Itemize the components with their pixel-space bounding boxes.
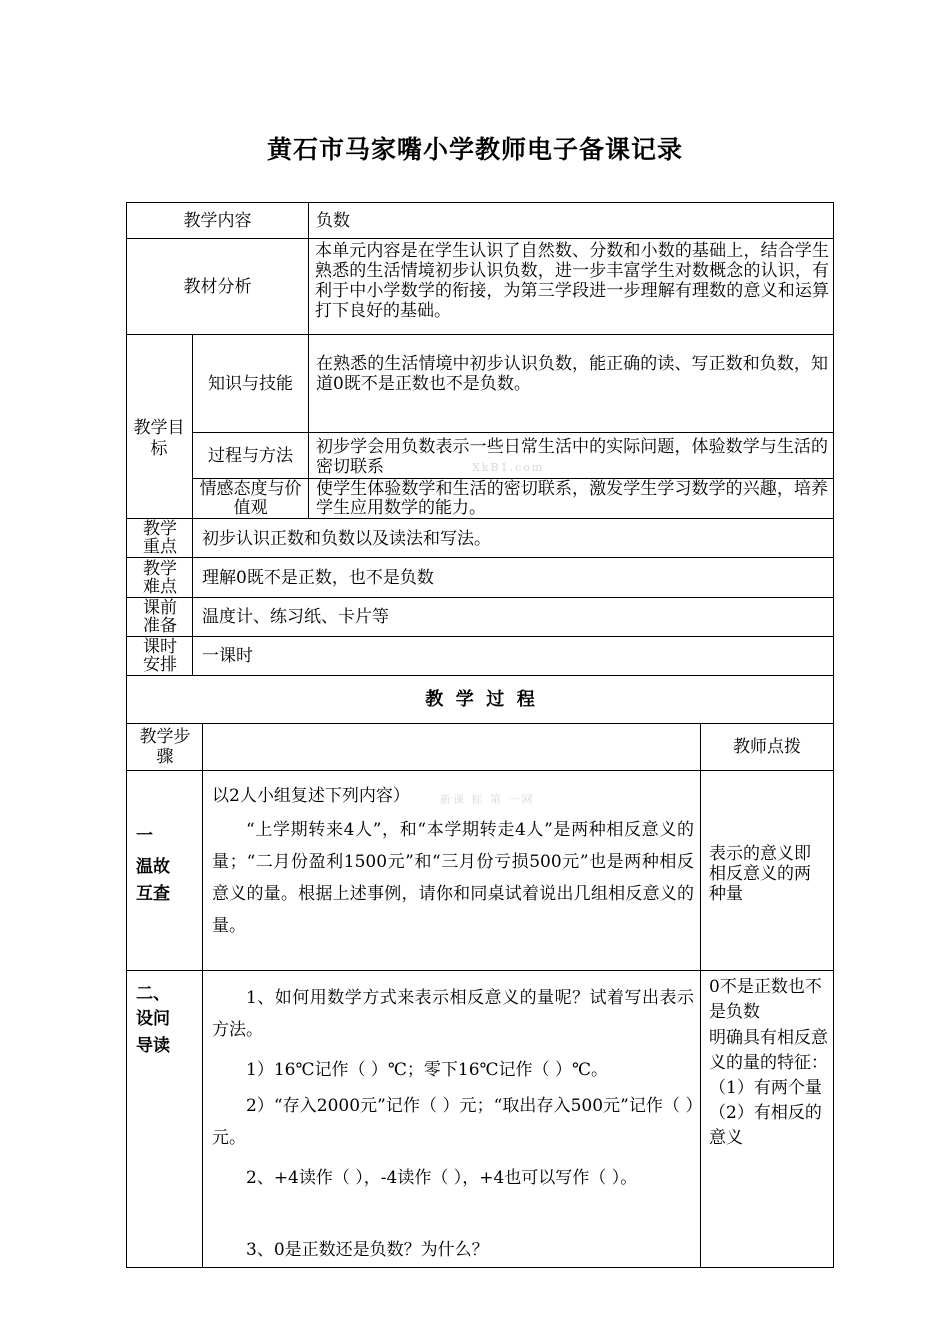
step2-note2: 明确具有相反意义的量的特征：（1）有两个量 （2）有相反的意义 (709, 1028, 828, 1148)
prep-label: 课前准备 (143, 598, 177, 636)
content-value: 负数 (316, 211, 350, 231)
goal-process-label: 过程与方法 (208, 445, 293, 466)
step2-number: 二、 (136, 984, 170, 1004)
page-title: 黄石市马家嘴小学教师电子备课记录 (266, 135, 683, 164)
step2-question1a: 1）16℃记作（ ）℃；零下16℃记作（ ）℃。 (246, 1060, 608, 1080)
time-label: 课时安排 (143, 637, 177, 675)
step1-body: “上学期转来4人”，和“本学期转走4人”是两种相反意义的量；“二月份盈利1500元”和“三月份亏损500元”也是两种相反意义的量。根据上述事例，请你和同桌试着说出几组相反意义的量。 (212, 820, 694, 936)
prep-value: 温度计、练习纸、卡片等 (202, 607, 389, 627)
step2-question2: 2、+4读作（ ），-4读作（ ），+4也可以写作（ ）。 (246, 1168, 638, 1188)
step2-question1: 1、如何用数学方式来表示相反意义的量呢？试着写出表示方法。 (212, 988, 694, 1040)
analysis-label: 教材分析 (183, 276, 252, 297)
step1-intro: 以2人小组复述下列内容） (212, 786, 410, 806)
watermark-xinkebiao: 新课 标 第 一网 (440, 793, 535, 806)
goal-attitude-value: 使学生体验数学和生活的密切联系，激发学生学习数学的兴趣，培养学生应用数学的能力。 (316, 479, 828, 518)
goal-knowledge-value: 在熟悉的生活情境中初步认识负数，能正确的读、写正数和负数，知道0既不是正数也不是负数。 (316, 354, 828, 394)
process-heading: 教 学 过 程 (425, 688, 535, 710)
goal-process-value: 初步学会用负数表示一些日常生活中的实际问题，体验数学与生活的密切联系 (316, 437, 828, 477)
step1-note: 表示的意义即相反意义的两种量 (709, 844, 811, 904)
teacher-header: 教师点拨 (733, 737, 801, 757)
watermark-xkb1: XkB1.com (472, 461, 545, 474)
analysis-value: 本单元内容是在学生认识了自然数、分数和小数的基础上，结合学生熟悉的生活情境初步认识负数，进一步丰富学生对数概念的认识，有利于中小学数学的衔接，为第三学段进一步理解有理数的意义和运算打下良好的基础。 (315, 241, 829, 321)
key-label: 教学重点 (143, 519, 177, 557)
content-label: 教学内容 (183, 210, 252, 231)
step2-note1: 0不是正数也不是负数 (709, 977, 822, 1022)
step1-label: 温故互查 (136, 857, 170, 904)
goals-label: 教学目标 (133, 418, 185, 459)
difficulty-value: 理解0既不是正数，也不是负数 (202, 568, 434, 588)
step1-number: 一 (136, 826, 153, 846)
key-value: 初步认识正数和负数以及读法和写法。 (202, 529, 491, 549)
step2-question1b: 2）“存入2000元”记作（ ）元；“取出存入500元”记作（ ）元。 (212, 1096, 694, 1148)
step2-label: 设问导读 (136, 1009, 170, 1056)
time-value: 一课时 (202, 646, 253, 666)
step2-question3: 3、0是正数还是负数？为什么？ (246, 1240, 489, 1260)
difficulty-label: 教学难点 (143, 558, 177, 597)
goal-knowledge-label: 知识与技能 (208, 373, 293, 394)
goal-attitude-label: 情感态度与价值观 (199, 478, 302, 518)
step-header: 教学步骤 (139, 727, 191, 767)
